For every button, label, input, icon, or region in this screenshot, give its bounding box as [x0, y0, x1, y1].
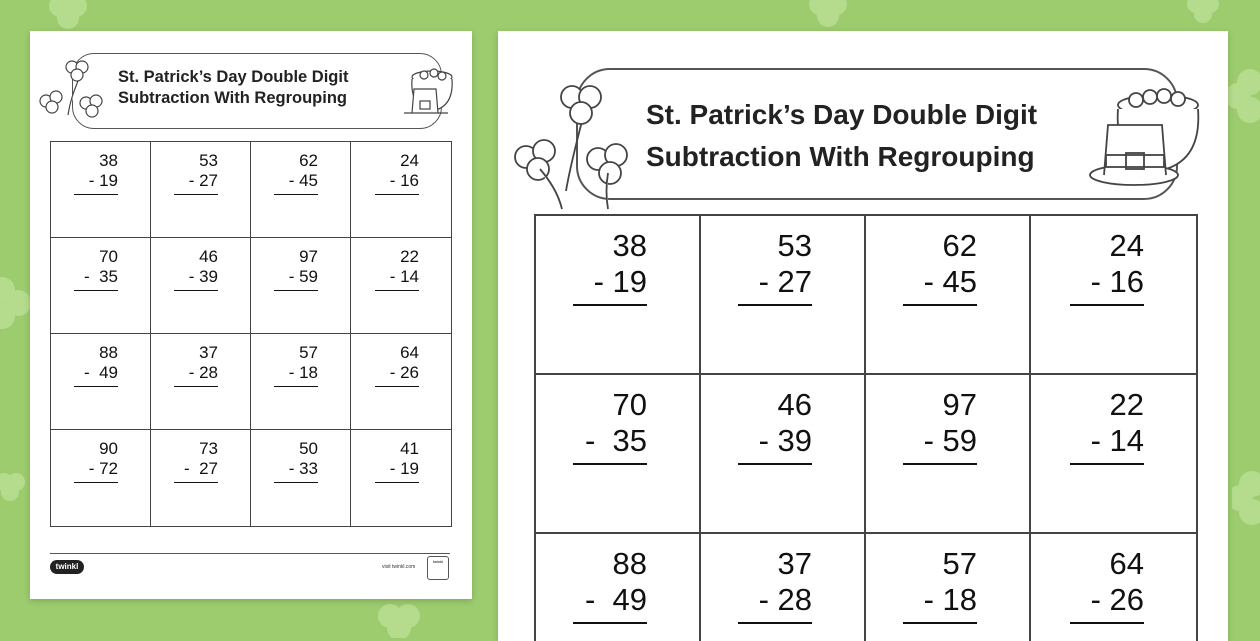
subtrahend: - 35 — [83, 267, 118, 286]
problem-cell — [51, 334, 151, 430]
pot-of-gold-icon — [402, 67, 458, 131]
footer-divider — [50, 553, 450, 554]
subtrahend: - 19 — [389, 459, 419, 478]
problem-cell — [151, 142, 251, 238]
problem-cell — [251, 142, 351, 238]
problem-cell — [51, 238, 151, 334]
answer-line — [74, 386, 118, 387]
subtrahend: - 49 — [584, 582, 647, 617]
problem-cell — [351, 334, 451, 430]
answer-line — [274, 194, 318, 195]
problem-cell — [866, 534, 1031, 641]
subtrahend: - 59 — [288, 267, 318, 286]
twinkl-logo: twinkl — [50, 560, 84, 574]
subtrahend: - 33 — [288, 459, 318, 478]
subtrahend: - 18 — [923, 582, 977, 617]
answer-line — [375, 290, 419, 291]
worksheet-zoomed — [498, 31, 1228, 641]
minuend: 97 — [299, 247, 318, 266]
background-shamrock-icon — [0, 270, 32, 340]
subtrahend: - 45 — [923, 264, 977, 299]
background-shamrock-icon — [368, 598, 438, 638]
problem-cell — [151, 430, 251, 526]
background-shamrock-icon — [1232, 460, 1260, 540]
minuend: 22 — [400, 247, 419, 266]
minuend: 57 — [299, 343, 318, 362]
subtrahend: - 19 — [593, 264, 647, 299]
shamrock-icon — [514, 81, 634, 215]
minuend: 38 — [99, 151, 118, 170]
minuend: 64 — [1109, 546, 1144, 581]
problem-cell — [1031, 216, 1196, 375]
subtrahend: - 49 — [83, 363, 118, 382]
minuend: 38 — [612, 228, 647, 263]
worksheet-title — [118, 67, 348, 110]
subtrahend: - 59 — [923, 423, 977, 458]
answer-line — [174, 290, 218, 291]
subtrahend: - 28 — [188, 363, 218, 382]
subtrahend: - 35 — [584, 423, 647, 458]
minuend: 64 — [400, 343, 419, 362]
answer-line — [738, 304, 812, 306]
answer-line — [375, 386, 419, 387]
answer-line — [1070, 304, 1144, 306]
footer-url: visit twinkl.com — [382, 564, 416, 570]
minuend: 22 — [1109, 387, 1144, 422]
answer-line — [174, 194, 218, 195]
minuend: 70 — [612, 387, 647, 422]
subtrahend: - 72 — [88, 459, 118, 478]
problem-grid — [50, 141, 452, 527]
problem-cell — [1031, 534, 1196, 641]
answer-line — [903, 622, 977, 624]
answer-line — [74, 194, 118, 195]
problem-cell — [1031, 375, 1196, 534]
minuend: 62 — [942, 228, 977, 263]
title-line-2: Subtraction With Regrouping — [118, 89, 347, 108]
problem-cell — [51, 430, 151, 526]
title-line-1: St. Patrick’s Day Double Digit — [118, 68, 349, 86]
problem-cell — [251, 334, 351, 430]
answer-line — [375, 482, 419, 483]
worksheet-title — [646, 94, 1037, 178]
answer-line — [573, 463, 647, 465]
answer-line — [903, 304, 977, 306]
leprechaun-hat-icon — [1088, 119, 1188, 193]
answer-line — [174, 482, 218, 483]
problem-cell — [151, 238, 251, 334]
problem-cell — [701, 534, 866, 641]
title-line-2: Subtraction With Regrouping — [646, 141, 1035, 172]
minuend: 37 — [199, 343, 218, 362]
answer-line — [738, 463, 812, 465]
answer-line — [174, 386, 218, 387]
minuend: 70 — [99, 247, 118, 266]
problem-cell — [536, 534, 701, 641]
subtrahend: - 14 — [1090, 423, 1144, 458]
background-shamrock-icon — [1180, 0, 1230, 26]
minuend: 50 — [299, 439, 318, 458]
problem-cell — [701, 375, 866, 534]
background-shamrock-icon — [800, 0, 860, 30]
subtrahend: - 27 — [188, 171, 218, 190]
minuend: 46 — [777, 387, 812, 422]
minuend: 24 — [1109, 228, 1144, 263]
problem-cell — [251, 238, 351, 334]
minuend: 53 — [199, 151, 218, 170]
worksheet-thumbnail — [30, 31, 472, 599]
minuend: 46 — [199, 247, 218, 266]
problem-cell — [701, 216, 866, 375]
minuend: 37 — [777, 546, 812, 581]
minuend: 41 — [400, 439, 419, 458]
problem-grid — [534, 214, 1198, 641]
minuend: 88 — [99, 343, 118, 362]
answer-line — [903, 463, 977, 465]
problem-cell — [536, 375, 701, 534]
background-shamrock-icon — [1228, 60, 1260, 140]
subtrahend: - 14 — [389, 267, 419, 286]
minuend: 73 — [199, 439, 218, 458]
problem-cell — [866, 375, 1031, 534]
answer-line — [274, 386, 318, 387]
subtrahend: - 27 — [183, 459, 218, 478]
problem-cell — [51, 142, 151, 238]
subtrahend: - 26 — [1090, 582, 1144, 617]
problem-cell — [351, 430, 451, 526]
problem-cell — [866, 216, 1031, 375]
minuend: 90 — [99, 439, 118, 458]
answer-line — [1070, 622, 1144, 624]
minuend: 53 — [777, 228, 812, 263]
answer-line — [738, 622, 812, 624]
footer-badge: twinkl — [427, 556, 449, 580]
subtrahend: - 26 — [389, 363, 419, 382]
shamrock-icon — [38, 57, 108, 139]
subtrahend: - 39 — [758, 423, 812, 458]
subtrahend: - 28 — [758, 582, 812, 617]
problem-cell — [251, 430, 351, 526]
answer-line — [573, 622, 647, 624]
minuend: 97 — [942, 387, 977, 422]
title-line-1: St. Patrick’s Day Double Digit — [646, 99, 1038, 130]
minuend: 24 — [400, 151, 419, 170]
subtrahend: - 19 — [88, 171, 118, 190]
subtrahend: - 18 — [288, 363, 318, 382]
problem-cell — [151, 334, 251, 430]
subtrahend: - 45 — [288, 171, 318, 190]
background-shamrock-icon — [40, 0, 100, 32]
background-shamrock-icon — [0, 468, 32, 508]
subtrahend: - 16 — [1090, 264, 1144, 299]
answer-line — [274, 482, 318, 483]
subtrahend: - 27 — [758, 264, 812, 299]
answer-line — [274, 290, 318, 291]
answer-line — [375, 194, 419, 195]
problem-cell — [351, 238, 451, 334]
answer-line — [74, 290, 118, 291]
answer-line — [74, 482, 118, 483]
problem-cell — [351, 142, 451, 238]
answer-line — [573, 304, 647, 306]
minuend: 88 — [612, 546, 647, 581]
problem-cell — [536, 216, 701, 375]
minuend: 57 — [942, 546, 977, 581]
answer-line — [1070, 463, 1144, 465]
minuend: 62 — [299, 151, 318, 170]
subtrahend: - 16 — [389, 171, 419, 190]
subtrahend: - 39 — [188, 267, 218, 286]
